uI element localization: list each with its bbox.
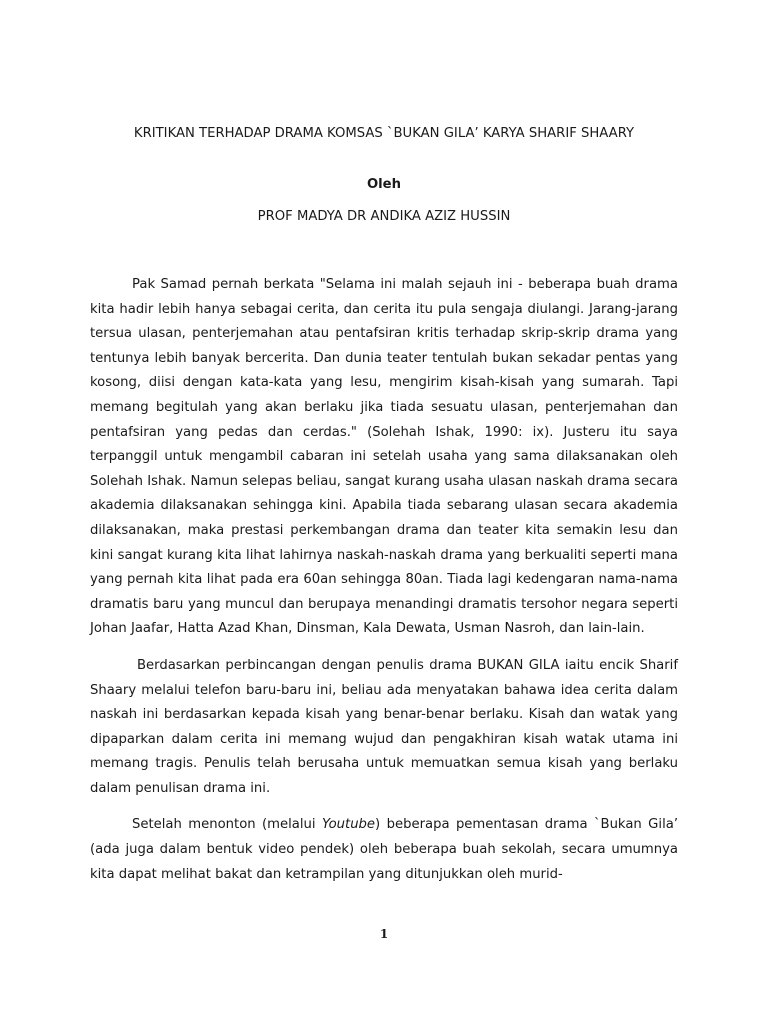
paragraph-1: Pak Samad pernah berkata "Selama ini malah sejauh ini - beberapa buah drama kita hadir lebih hanya sebagai cerita, dan cerita itu pula sengaja diulangi. Jarang-jarang tersua ulasan, penterjemahan atau pentafsiran kritis terhadap skrip-skrip drama yang tentunya lebih banyak bercerita. Dan dunia teater tentulah bukan sekadar pentas yang kosong, diisi dengan kata-kata yang lesu, mengirim kisah-kisah yang sumarah. Tapi memang begitulah yang akan berlaku jika tiada sesuatu ulasan, penterjemahan dan pentafsiran yang pedas dan cerdas." (Solehah Ishak, 1990: ix). Justeru itu saya terpanggil untuk mengambil cabaran ini setelah usaha yang sama dilaksanakan oleh Solehah Ishak. Namun selepas beliau, sangat kurang usaha ulasan naskah drama secara akademia dilaksanakan sehingga kini. Apabila tiada sebarang ulasan secara akademia dilaksanakan, maka prestasi perkembangan drama dan teater kita semakin lesu dan kini sangat kurang kita lihat lahirnya naskah-naskah drama yang berkualiti seperti mana yang pernah kita lihat pada era 60an sehingga 80an. Tiada lagi kedengaran nama-nama dramatis baru yang muncul dan berupaya menandingi dramatis tersohor negara seperti Johan Jaafar, Hatta Azad Khan, Dinsman, Kala Dewata, Usman Nasroh, dan lain-lain.: [90, 277, 678, 637]
paragraph-3: [90, 813, 678, 887]
document-title: KRITIKAN TERHADAP DRAMA KOMSAS `BUKAN GILA’ KARYA SHARIF SHAARY: [133, 126, 635, 141]
paragraph-3-italic-youtube: Youtube: [322, 817, 376, 833]
by-label: Oleh: [366, 177, 402, 192]
page-number: 1: [379, 927, 389, 941]
author-name: PROF MADYA DR ANDIKA AZIZ HUSSIN: [257, 209, 511, 224]
paragraph-3-text-after: ) beberapa pementasan drama `Bukan Gila’ (ada juga dalam bentuk video pendek) oleh beberapa buah sekolah, secara umumnya kita dapat melihat bakat dan ketrampilan yang ditunjukkan oleh murid-: [90, 817, 679, 882]
document-body: [90, 273, 678, 899]
paragraph-3-text-before: Setelah menonton (melalui: [132, 817, 322, 833]
paragraph-2: Berdasarkan perbincangan dengan penulis drama BUKAN GILA iaitu encik Sharif Shaary melalui telefon baru-baru ini, beliau ada menyatakan bahawa idea cerita dalam naskah ini berdasarkan kepada kisah yang benar-benar berlaku. Kisah dan watak yang dipaparkan dalam cerita ini memang wujud dan pengakhiran kisah watak utama ini memang tragis. Penulis telah berusaha untuk memuatkan semua kisah yang berlaku dalam penulisan drama ini.: [90, 657, 678, 796]
